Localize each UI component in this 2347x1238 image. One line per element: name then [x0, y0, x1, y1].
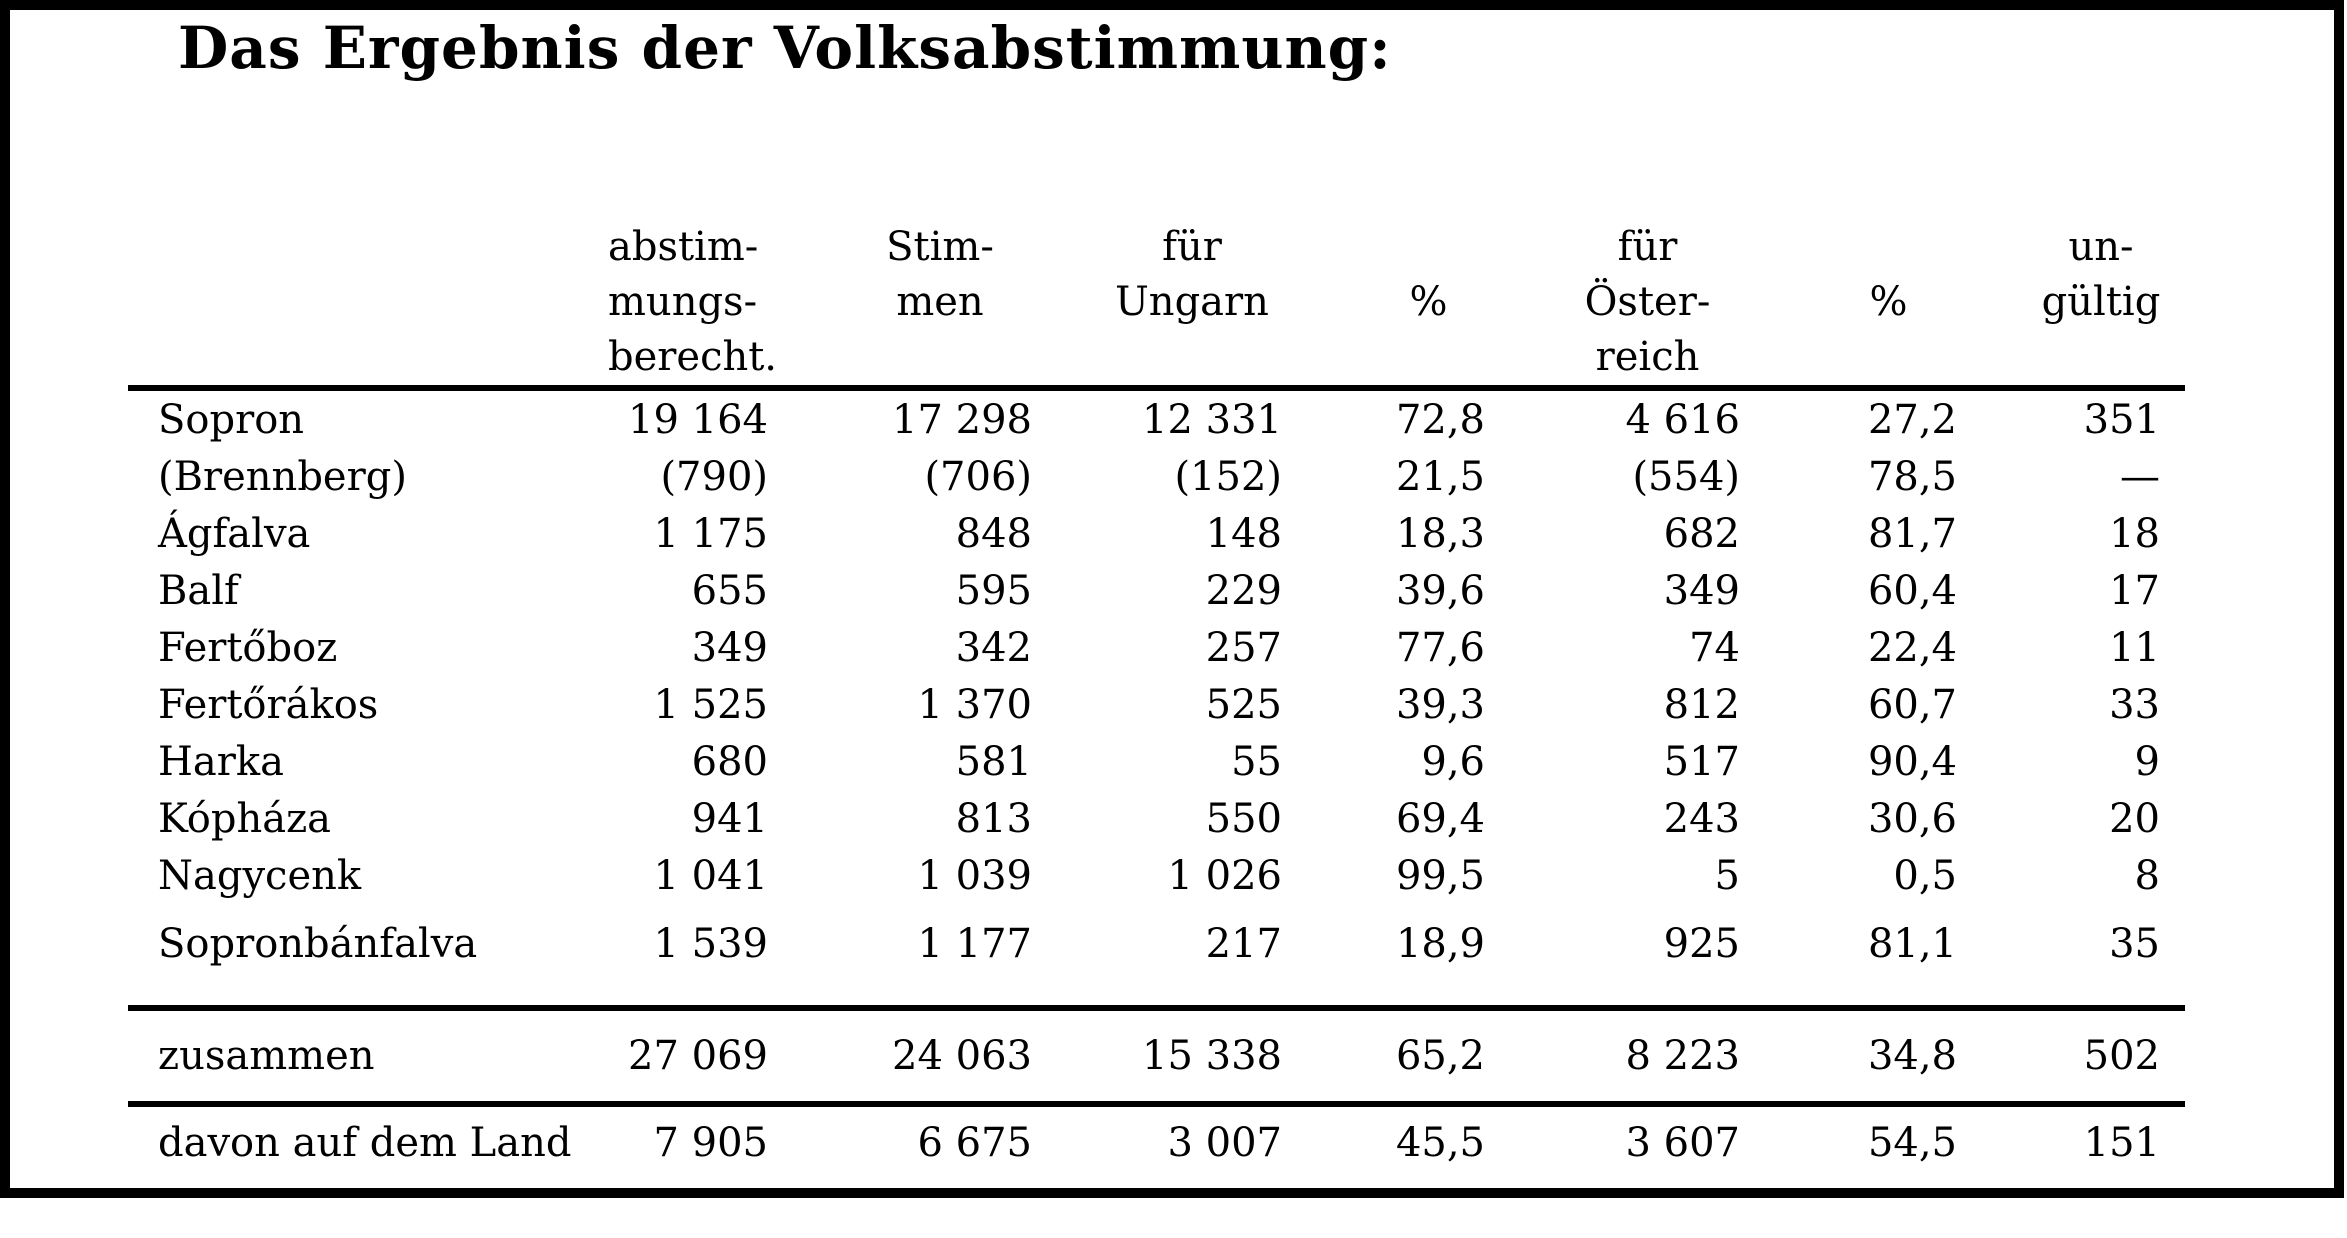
cell-percent-hungary: 18,3 [1395, 510, 1485, 557]
table-row [128, 733, 2185, 790]
cell-votes: 848 [955, 510, 1032, 557]
cell-percent-austria: 90,4 [1867, 738, 1957, 785]
cell-invalid: 9 [2134, 738, 2160, 785]
header-line: un- [2068, 224, 2134, 270]
row-label: Kópháza [158, 795, 332, 842]
cell-eligible: 349 [691, 624, 768, 671]
cell-for-austria: 3 607 [1625, 1120, 1740, 1166]
cell-for-austria: 243 [1663, 795, 1740, 842]
cell-for-austria: 74 [1689, 624, 1740, 671]
cell-for-austria: (554) [1632, 453, 1740, 500]
cell-votes: 1 370 [917, 681, 1032, 728]
header-percent-austria [1740, 220, 1957, 388]
cell-percent-austria: 81,7 [1867, 510, 1957, 557]
cell-invalid: 18 [2109, 510, 2160, 557]
cell-percent-hungary: 77,6 [1395, 624, 1485, 671]
header-line: abstim- [608, 224, 759, 270]
cell-votes: 342 [955, 624, 1032, 671]
row-label: davon auf dem Land [158, 1120, 572, 1166]
header-line: für [1162, 224, 1222, 270]
cell-invalid: 8 [2134, 852, 2160, 899]
table-row [128, 847, 2185, 904]
cell-for-hungary: (152) [1174, 453, 1282, 500]
header-line: men [896, 279, 984, 325]
header-eligible-voters [560, 220, 778, 388]
header-line: für [1617, 224, 1678, 270]
cell-for-hungary: 217 [1205, 920, 1282, 967]
table-row [128, 676, 2185, 733]
cell-percent-austria: 60,7 [1867, 681, 1957, 728]
header-votes [768, 220, 1032, 388]
row-label: Fertőboz [158, 624, 338, 671]
header-line [1372, 220, 1485, 275]
cell-votes: 813 [955, 795, 1032, 842]
header-place [128, 220, 560, 388]
row-label: Sopronbánfalva [158, 920, 478, 967]
cell-invalid: 11 [2109, 624, 2160, 671]
summary-row-total [128, 1008, 2185, 1104]
table-row [128, 619, 2185, 676]
cell-invalid: 151 [2083, 1120, 2160, 1166]
cell-for-austria: 812 [1663, 681, 1740, 728]
row-label: zusammen [128, 1008, 560, 1104]
row-label: Ágfalva [158, 510, 311, 557]
cell-votes: 1 039 [917, 852, 1032, 899]
cell-for-austria: 682 [1663, 510, 1740, 557]
cell-for-hungary: 550 [1205, 795, 1282, 842]
header-row [128, 220, 2185, 388]
cell-percent-austria: 30,6 [1867, 795, 1957, 842]
table-row [128, 448, 2185, 505]
row-label: Fertőrákos [158, 681, 379, 728]
table-row [128, 562, 2185, 619]
row-label: Balf [158, 567, 239, 614]
table-body [128, 388, 2185, 1179]
cell-for-austria: 4 616 [1625, 396, 1740, 443]
cell-invalid: 20 [2109, 795, 2160, 842]
cell-percent-hungary: 45,5 [1395, 1120, 1485, 1166]
cell-percent-austria: 22,4 [1867, 624, 1957, 671]
cell-percent-austria: 0,5 [1893, 852, 1957, 899]
cell-votes: 17 298 [892, 396, 1032, 443]
cell-percent-hungary: 9,6 [1421, 738, 1485, 785]
header-line: % [1409, 279, 1448, 325]
cell-percent-austria: 78,5 [1867, 453, 1957, 500]
cell-eligible: 941 [691, 795, 768, 842]
cell-eligible: 655 [691, 567, 768, 614]
cell-percent-hungary: 39,3 [1395, 681, 1485, 728]
header-line: gültig [2041, 279, 2161, 325]
cell-eligible: (790) [660, 453, 768, 500]
summary-row-rural [128, 1104, 2185, 1179]
header-line: % [1869, 279, 1908, 325]
cell-for-hungary: 148 [1205, 510, 1282, 557]
cell-percent-hungary: 65,2 [1282, 1008, 1485, 1104]
cell-eligible: 1 175 [653, 510, 768, 557]
cell-invalid: 502 [1957, 1008, 2185, 1104]
table-row [128, 790, 2185, 847]
cell-percent-austria: 60,4 [1867, 567, 1957, 614]
page-title: Das Ergebnis der Volksabstimmung: [178, 14, 1392, 82]
cell-percent-hungary: 21,5 [1395, 453, 1485, 500]
header-for-hungary [1032, 220, 1282, 388]
table-header [128, 220, 2185, 388]
row-label: (Brennberg) [158, 453, 407, 500]
cell-percent-austria: 34,8 [1740, 1008, 1957, 1104]
cell-percent-hungary: 72,8 [1395, 396, 1485, 443]
referendum-results-table [128, 220, 2185, 1179]
cell-percent-austria: 27,2 [1867, 396, 1957, 443]
cell-eligible: 1 539 [653, 920, 768, 967]
cell-eligible: 1 525 [653, 681, 768, 728]
header-line: Ungarn [1115, 279, 1269, 325]
cell-for-austria: 517 [1663, 738, 1740, 785]
cell-percent-austria: 81,1 [1867, 920, 1957, 967]
header-line: Stim- [886, 224, 994, 270]
cell-votes: 24 063 [768, 1008, 1032, 1104]
cell-for-hungary: 12 331 [1142, 396, 1282, 443]
cell-percent-hungary: 99,5 [1395, 852, 1485, 899]
cell-for-hungary: 3 007 [1167, 1120, 1282, 1166]
cell-eligible: 27 069 [560, 1008, 768, 1104]
header-percent-hungary [1282, 220, 1485, 388]
cell-for-austria: 8 223 [1485, 1008, 1740, 1104]
cell-invalid: 33 [2109, 681, 2160, 728]
cell-eligible: 19 164 [628, 396, 768, 443]
header-line: mungs- [608, 279, 758, 325]
header-line [1820, 220, 1957, 275]
row-label: Harka [158, 738, 284, 785]
cell-votes: (706) [924, 453, 1032, 500]
header-line: Öster- [1584, 279, 1711, 325]
row-label: Nagycenk [158, 852, 362, 899]
cell-votes: 1 177 [917, 920, 1032, 967]
cell-percent-hungary: 39,6 [1395, 567, 1485, 614]
cell-votes: 581 [955, 738, 1032, 785]
cell-eligible: 7 905 [653, 1120, 768, 1166]
cell-for-austria: 349 [1663, 567, 1740, 614]
cell-for-austria: 925 [1663, 920, 1740, 967]
cell-for-hungary: 1 026 [1167, 852, 1282, 899]
cell-percent-austria: 54,5 [1867, 1120, 1957, 1166]
row-label: Sopron [158, 396, 305, 443]
header-line: reich [1595, 334, 1700, 380]
header-line: berecht. [608, 334, 778, 380]
cell-invalid: — [2120, 453, 2160, 500]
cell-invalid: 35 [2109, 920, 2160, 967]
cell-for-hungary: 55 [1231, 738, 1282, 785]
cell-percent-hungary: 18,9 [1395, 920, 1485, 967]
cell-for-austria: 5 [1714, 852, 1740, 899]
cell-invalid: 17 [2109, 567, 2160, 614]
cell-for-hungary: 257 [1205, 624, 1282, 671]
table-row [128, 388, 2185, 448]
cell-for-hungary: 15 338 [1032, 1008, 1282, 1104]
header-for-austria [1485, 220, 1740, 388]
header-invalid [1957, 220, 2185, 388]
table-row [128, 904, 2185, 1008]
cell-eligible: 1 041 [653, 852, 768, 899]
cell-votes: 6 675 [917, 1120, 1032, 1166]
cell-for-hungary: 229 [1205, 567, 1282, 614]
cell-invalid: 351 [2083, 396, 2160, 443]
cell-percent-hungary: 69,4 [1395, 795, 1485, 842]
cell-votes: 595 [955, 567, 1032, 614]
table-row [128, 505, 2185, 562]
cell-for-hungary: 525 [1205, 681, 1282, 728]
cell-eligible: 680 [691, 738, 768, 785]
